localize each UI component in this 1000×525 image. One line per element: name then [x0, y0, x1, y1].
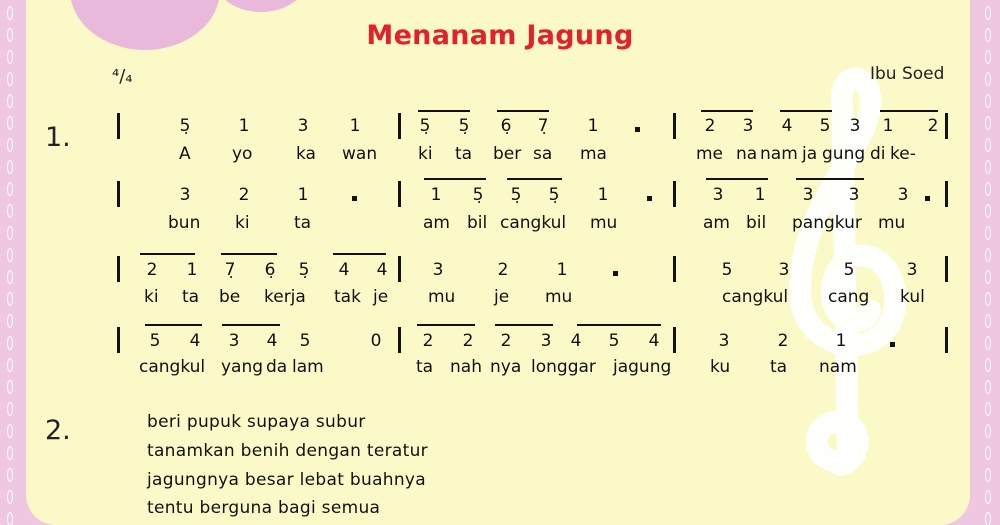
note: 5 — [819, 116, 831, 136]
lyric-syllable: gung — [822, 144, 866, 164]
note-beam — [780, 110, 832, 112]
note: 4 — [648, 331, 660, 351]
bar-line — [117, 256, 120, 282]
rest-dot — [647, 196, 652, 201]
note-beam — [417, 324, 475, 326]
border-dot — [7, 402, 13, 416]
note: 4 — [781, 116, 793, 136]
lyric-syllable: yo — [232, 144, 253, 164]
verse-line: tanamkan benih dengan teratur — [147, 441, 428, 461]
note: 2 — [777, 331, 789, 351]
border-dot — [985, 6, 991, 20]
bar-line — [398, 327, 401, 353]
lyric-syllable: ke- — [890, 144, 916, 164]
lyric-syllable: longgar — [531, 357, 596, 377]
lyric-syllable: ma — [580, 144, 607, 164]
border-dot — [985, 490, 991, 504]
border-dot — [7, 182, 13, 196]
note: 3 — [778, 260, 790, 280]
note: 2 — [497, 260, 509, 280]
border-dot — [985, 446, 991, 460]
lyric-syllable: ta — [416, 357, 434, 377]
lyric-syllable: je — [494, 287, 510, 307]
note: 3 — [179, 185, 191, 205]
left-border-dots — [4, 0, 18, 525]
lyric-syllable: jagung — [613, 357, 672, 377]
note: 1 — [297, 185, 309, 205]
note: 4 — [266, 331, 278, 351]
lyric-syllable: lam — [292, 357, 324, 377]
bar-line — [117, 113, 120, 139]
note: 6̣ — [500, 116, 512, 136]
note-beam — [507, 178, 562, 180]
border-dot — [985, 226, 991, 240]
lyric-syllable: kul — [900, 287, 925, 307]
lyric-syllable: ki — [235, 213, 250, 233]
lyric-syllable: cangkul — [722, 287, 789, 307]
border-dot — [7, 512, 13, 525]
lyric-syllable: ki — [144, 287, 159, 307]
note: 1 — [349, 116, 361, 136]
lyric-syllable: mu — [545, 287, 573, 307]
composer-name: Ibu Soed — [870, 64, 945, 84]
lyric-syllable: yang — [221, 357, 264, 377]
border-dot — [985, 248, 991, 262]
note-beam — [495, 324, 553, 326]
border-dot — [7, 138, 13, 152]
lyric-syllable: da — [266, 357, 288, 377]
note: 3 — [906, 260, 918, 280]
lyric-syllable: nya — [490, 357, 522, 377]
note: 5̣ — [179, 116, 191, 136]
border-dot — [985, 402, 991, 416]
border-dot — [985, 336, 991, 350]
lyric-syllable: di — [870, 144, 886, 164]
lyric-syllable: ka — [296, 144, 316, 164]
border-dot — [7, 468, 13, 482]
note-beam — [424, 178, 486, 180]
note: 4 — [189, 331, 201, 351]
bar-line — [673, 181, 676, 207]
border-dot — [985, 138, 991, 152]
border-dot — [7, 292, 13, 306]
bar-line — [117, 327, 120, 353]
border-dot — [985, 314, 991, 328]
note-beam — [140, 253, 195, 255]
lyric-syllable: mu — [878, 213, 906, 233]
border-dot — [985, 270, 991, 284]
rest-dot — [635, 127, 640, 132]
border-dot — [7, 226, 13, 240]
note: 2 — [146, 260, 158, 280]
lyric-syllable: bil — [467, 213, 488, 233]
note: 3 — [802, 185, 814, 205]
note: 3 — [228, 331, 240, 351]
lyric-syllable: nam — [819, 357, 857, 377]
note: 3 — [540, 331, 552, 351]
lyric-syllable: bil — [746, 213, 767, 233]
note: 3 — [848, 185, 860, 205]
note: 3 — [432, 260, 444, 280]
note: 5̣ — [298, 260, 310, 280]
lyric-syllable: sa — [533, 144, 553, 164]
lyric-syllable: ki — [418, 144, 433, 164]
lyric-syllable: je — [373, 287, 389, 307]
note-beam — [497, 110, 549, 112]
note: 4 — [570, 331, 582, 351]
rest-dot — [925, 196, 930, 201]
verse-line: tentu berguna bagi semua — [147, 498, 381, 518]
note: 4 — [376, 260, 388, 280]
lyric-syllable: ja — [802, 144, 818, 164]
note: 7̣ — [224, 260, 236, 280]
bar-line — [398, 113, 401, 139]
note: 2 — [704, 116, 716, 136]
lyric-syllable: nah — [450, 357, 482, 377]
note: 2 — [238, 185, 250, 205]
border-dot — [985, 204, 991, 218]
lyric-syllable: am — [423, 213, 450, 233]
bar-line — [673, 113, 676, 139]
border-dot — [985, 358, 991, 372]
border-dot — [7, 6, 13, 20]
right-border-dots — [982, 0, 996, 525]
note: 2 — [500, 331, 512, 351]
border-dot — [985, 182, 991, 196]
lyric-syllable: kerja — [264, 287, 306, 307]
border-dot — [7, 446, 13, 460]
bar-line — [945, 327, 948, 353]
lyric-syllable: ku — [710, 357, 731, 377]
note: 5̣ — [419, 116, 431, 136]
note-beam — [796, 178, 864, 180]
note: 1 — [587, 116, 599, 136]
decorative-blob — [216, 0, 306, 12]
border-dot — [7, 204, 13, 218]
border-dot — [7, 490, 13, 504]
note: 3 — [897, 185, 909, 205]
lyric-syllable: ber — [493, 144, 522, 164]
lyric-syllable: ta — [294, 213, 312, 233]
border-dot — [7, 358, 13, 372]
lyric-syllable: ta — [770, 357, 788, 377]
lyric-syllable: wan — [342, 144, 378, 164]
border-dot — [985, 424, 991, 438]
note-beam — [706, 178, 768, 180]
border-dot — [985, 160, 991, 174]
verse-number-1: 1. — [45, 122, 71, 153]
note: 1 — [882, 116, 894, 136]
border-dot — [7, 380, 13, 394]
note: 1 — [597, 185, 609, 205]
note: 3 — [712, 185, 724, 205]
note: 5̣ — [458, 116, 470, 136]
border-dot — [7, 160, 13, 174]
border-dot — [985, 380, 991, 394]
song-title: Menanam Jagung — [366, 20, 634, 51]
note-beam — [880, 110, 938, 112]
rest-dot — [352, 196, 357, 201]
lyric-syllable: pangkur — [792, 213, 862, 233]
border-dot — [7, 314, 13, 328]
verse-line: jagungnya besar lebat buahnya — [147, 470, 427, 490]
note: 6̣ — [264, 260, 276, 280]
verse-line: beri pupuk supaya subur — [147, 412, 366, 432]
lyric-syllable: me — [696, 144, 724, 164]
note: 1 — [835, 331, 847, 351]
note: 3 — [742, 116, 754, 136]
border-dot — [985, 94, 991, 108]
border-dot — [985, 468, 991, 482]
border-dot — [7, 116, 13, 130]
note-beam — [145, 324, 202, 326]
note: 3 — [718, 331, 730, 351]
bar-line — [945, 181, 948, 207]
border-dot — [7, 248, 13, 262]
time-signature: ⁴/₄ — [112, 66, 133, 87]
note: 2 — [422, 331, 434, 351]
bar-line — [945, 256, 948, 282]
note: 1 — [430, 185, 442, 205]
note: 5 — [299, 331, 311, 351]
lyric-syllable: ta — [182, 287, 200, 307]
border-dot — [7, 50, 13, 64]
note: 5̣ — [548, 185, 560, 205]
lyric-syllable: bun — [168, 213, 201, 233]
border-dot — [985, 72, 991, 86]
note: 5 — [608, 331, 620, 351]
lyric-syllable: be — [219, 287, 241, 307]
border-dot — [985, 50, 991, 64]
note: 1 — [186, 260, 198, 280]
note: 5 — [843, 260, 855, 280]
lyric-syllable: tak — [334, 287, 361, 307]
border-dot — [7, 72, 13, 86]
note-beam — [577, 324, 661, 326]
lyric-syllable: mu — [428, 287, 456, 307]
bar-line — [673, 256, 676, 282]
lyric-syllable: cangkul — [500, 213, 567, 233]
lyric-syllable: am — [703, 213, 730, 233]
border-dot — [985, 292, 991, 306]
note-beam — [701, 110, 753, 112]
note: 5 — [721, 260, 733, 280]
border-dot — [7, 94, 13, 108]
border-dot — [985, 512, 991, 525]
note: 4 — [338, 260, 350, 280]
note: 5̣ — [510, 185, 522, 205]
border-dot — [7, 270, 13, 284]
note: 0 — [370, 331, 382, 351]
note: 1 — [238, 116, 250, 136]
lyric-syllable: cangkul — [139, 357, 206, 377]
border-dot — [7, 424, 13, 438]
lyric-syllable: cang — [828, 287, 870, 307]
bar-line — [673, 327, 676, 353]
note: 5̣ — [472, 185, 484, 205]
border-dot — [985, 116, 991, 130]
note-beam — [222, 324, 280, 326]
note-beam — [221, 253, 277, 255]
verse-number-2: 2. — [45, 415, 71, 446]
lyric-syllable: na — [736, 144, 758, 164]
note: 3 — [849, 116, 861, 136]
lyric-syllable: nam — [760, 144, 798, 164]
note: 7̣ — [537, 116, 549, 136]
bar-line — [117, 181, 120, 207]
note: 3 — [297, 116, 309, 136]
note: 2 — [462, 331, 474, 351]
note: 5 — [149, 331, 161, 351]
note: 1 — [754, 185, 766, 205]
rest-dot — [613, 271, 618, 276]
lyric-syllable: A — [179, 144, 191, 164]
note: 2 — [927, 116, 939, 136]
bar-line — [398, 181, 401, 207]
note: 1 — [556, 260, 568, 280]
note-beam — [333, 253, 386, 255]
bar-line — [398, 256, 401, 282]
border-dot — [7, 336, 13, 350]
rest-dot — [890, 342, 895, 347]
note-beam — [418, 110, 470, 112]
bar-line — [945, 113, 948, 139]
lyric-syllable: ta — [455, 144, 473, 164]
lyric-syllable: mu — [590, 213, 618, 233]
